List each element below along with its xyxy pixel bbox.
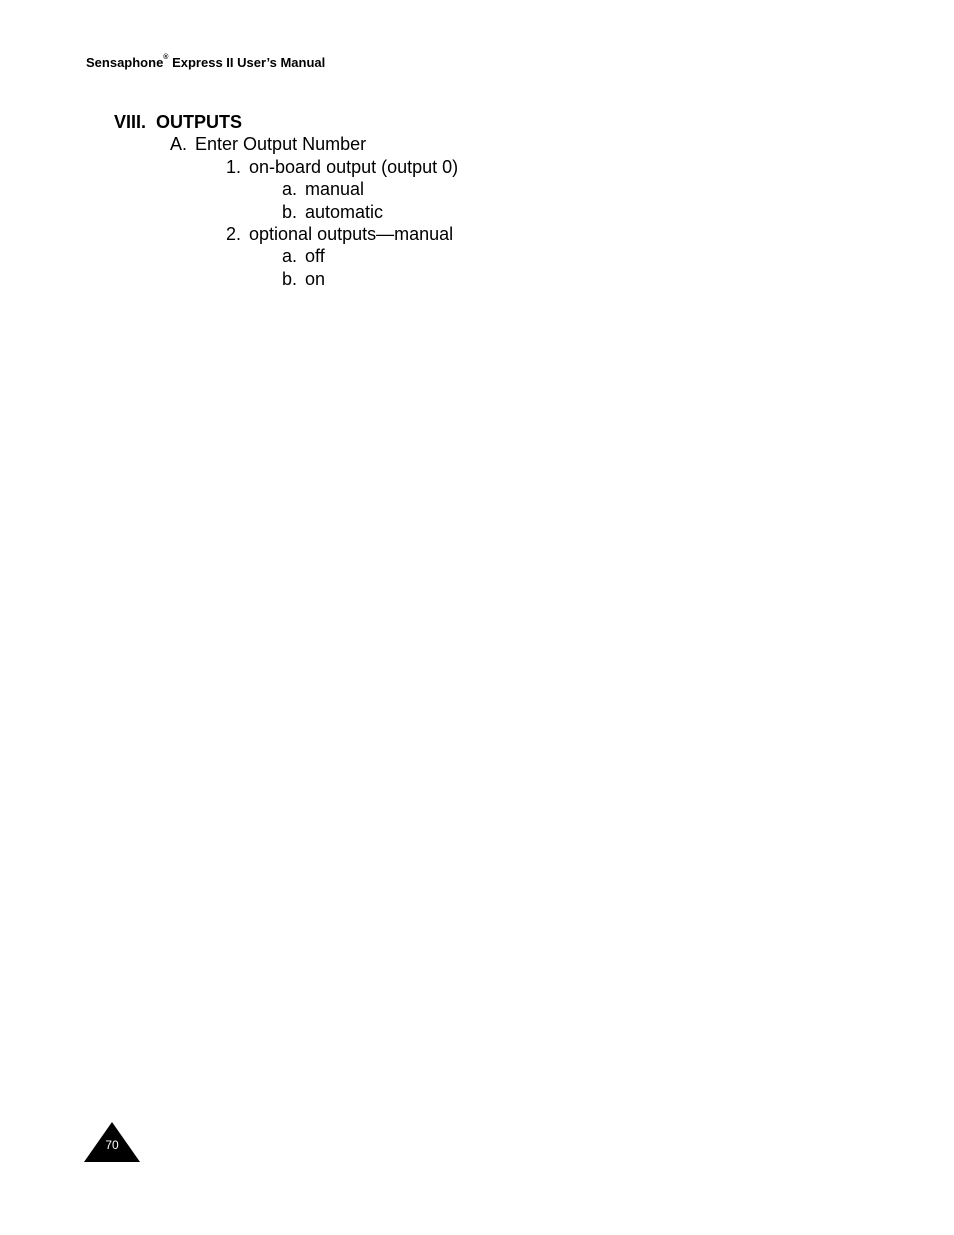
outline-text: manual xyxy=(305,179,365,199)
outline-label: b. xyxy=(282,269,298,289)
outline-text: optional outputs—manual xyxy=(249,224,454,244)
outline-label: a. xyxy=(282,246,298,266)
outline-item-2b xyxy=(282,268,325,290)
outline-label: b. xyxy=(282,202,298,222)
outline-label: A. xyxy=(170,134,188,154)
outline-text: automatic xyxy=(305,202,384,222)
outline-item-1a xyxy=(282,178,364,200)
outline-item-a xyxy=(170,133,366,155)
outline-text: Enter Output Number xyxy=(195,134,367,154)
section-number: VIII. xyxy=(114,112,147,132)
outline-item-2 xyxy=(226,223,453,245)
outline-text: on xyxy=(305,269,326,289)
section-title: OUTPUTS xyxy=(156,112,243,132)
outline-label: a. xyxy=(282,179,298,199)
running-header xyxy=(86,55,325,70)
section-heading xyxy=(114,111,242,133)
outline-item-2a xyxy=(282,245,325,267)
outline-item-1 xyxy=(226,156,458,178)
outline-label: 1. xyxy=(226,157,242,177)
header-title: Express II User’s Manual xyxy=(168,55,326,70)
page-number: 70 xyxy=(105,1138,119,1152)
outline-item-1b xyxy=(282,201,383,223)
outline-text: on-board output (output 0) xyxy=(249,157,459,177)
outline-text: off xyxy=(305,246,325,266)
page-marker xyxy=(84,1122,140,1162)
outline-label: 2. xyxy=(226,224,242,244)
registered-mark: ® xyxy=(163,54,169,61)
header-brand: Sensaphone xyxy=(86,55,164,70)
